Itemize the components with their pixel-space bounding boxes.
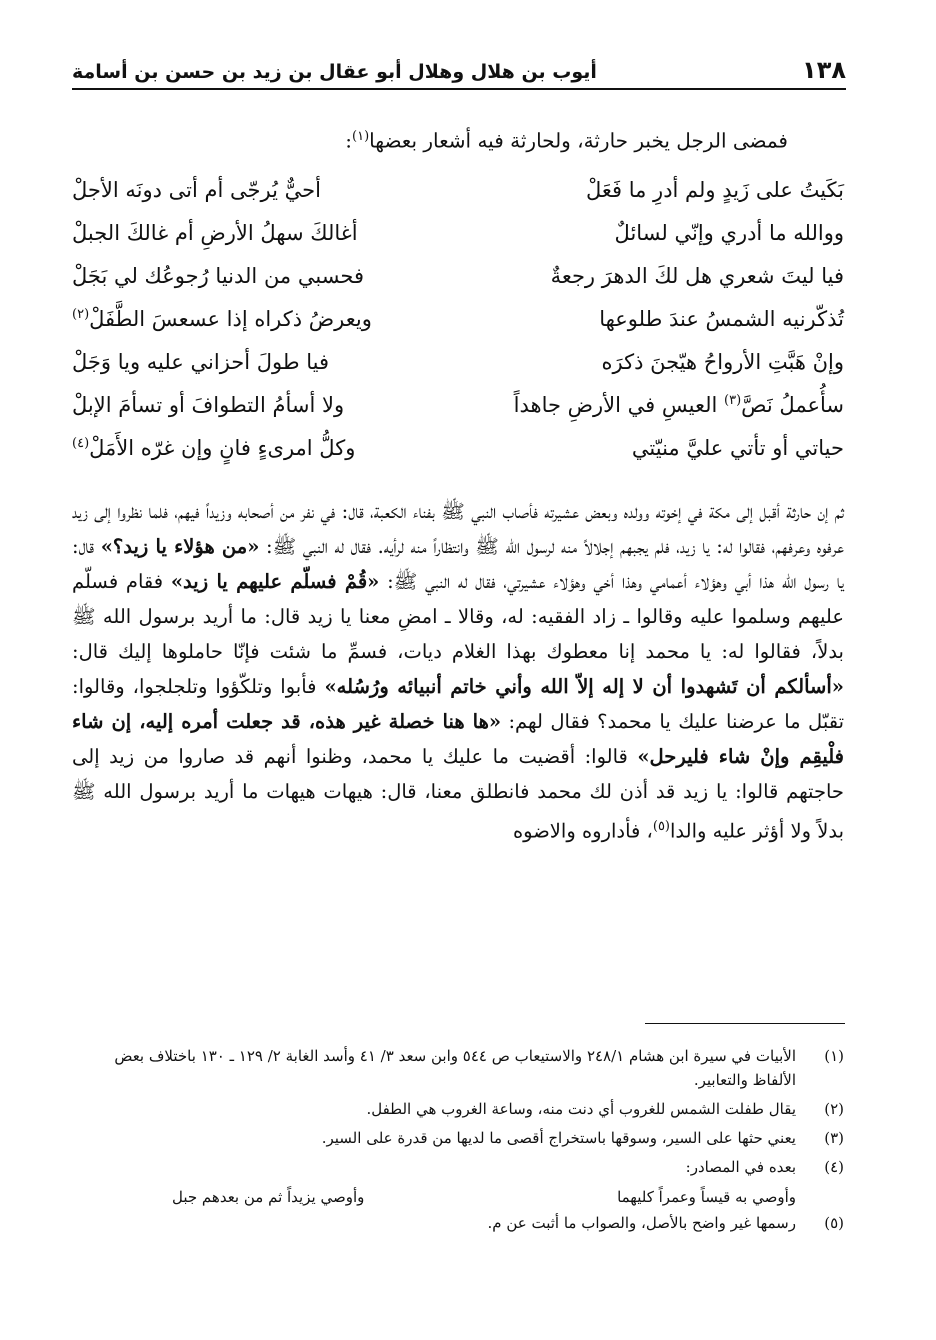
paragraph xyxy=(72,494,844,849)
verse xyxy=(72,254,844,297)
footnote xyxy=(72,1044,844,1092)
footnote-number: (٢) xyxy=(824,1100,844,1118)
verse-second-hemistich: أحيٌّ يُرجّى أم أتى دونَه الأجلْ xyxy=(72,177,321,202)
text-run: قال: يا رسول الله هذا أبي وهؤلاء أعمامي وهذا أخي وهؤلاء عشيرتي، فقال له النبي ﷺ: xyxy=(72,535,844,593)
text-run: فقام فسلّم عليهم وسلموا عليه وقالوا ـ زاد الفقيه: له، وقالا ـ امضِ معنا يا زيد قال: ما أريد برسول الله ﷺ بدلاً، فقالوا له: يا محمد إنا معطوك بهذا الغلام ديات، فسمِّ ما شئت فإنّا حاملوها إليك قال: xyxy=(72,570,844,663)
footnote-text: بعده في المصادر: xyxy=(685,1158,796,1176)
running-title: أيوب بن هلال وهلال أبو عقال بن زيد بن حسن بن أسامة xyxy=(72,61,597,83)
page-header xyxy=(72,50,846,90)
footnote-text: يقال طفلت الشمس للغروب أي دنت منه، وساعة الغروب هي الطفل. xyxy=(366,1100,796,1118)
verse-first-hemistich xyxy=(472,393,844,417)
hemistich-tail: العيسِ في الأرضِ جاهداً xyxy=(513,392,718,417)
verse-second-hemistich: فحسبي من الدنيا رُجوعُك لي بَجَلْ xyxy=(72,263,365,288)
footnote-number: (٥) xyxy=(824,1214,844,1232)
verse-first-hemistich: بَكَيتُ على زَيدٍ ولم أدرِ ما فَعَلْ xyxy=(585,177,844,202)
footnotes xyxy=(72,1044,844,1240)
intro-text: فمضى الرجل يخبر حارثة، ولحارثة فيه أشعار بعضها xyxy=(369,128,788,153)
prophet-quote: «أسألكم أن تَشهدوا أن لا إله إلاّ الله وأني خاتم أنبيائه ورُسُله» xyxy=(324,675,844,698)
footnote-ref: (٢) xyxy=(72,306,90,322)
footnote-text: يعني حثها على السير، وسوقها باستخراج أقصى ما لديها من قدرة على السير. xyxy=(321,1129,796,1147)
poem xyxy=(72,168,844,469)
footnote-number: (٤) xyxy=(824,1158,844,1176)
verse xyxy=(72,426,844,469)
verse-second-hemistich: فيا طولَ أحزاني عليه ويا وَجَلْ xyxy=(72,349,330,374)
footnote-text: الأبيات في سيرة ابن هشام ٢٤٨/١ والاستيعاب ص ٥٤٤ وابن سعد ٣/ ٤١ وأسد الغابة ٢/ ١٢٩ ـ ١٣٠ باختلاف بعض الألفاظ والتعابير. xyxy=(114,1047,796,1089)
footnote xyxy=(72,1211,844,1235)
intro-tail: : xyxy=(345,128,352,153)
hemistich-text: سأُعملُ نَصَّ xyxy=(741,392,844,417)
verse-second-hemistich: ولا أسأمُ التطوافَ أو تسأمَ الإبلْ xyxy=(72,392,345,417)
verse xyxy=(72,383,844,426)
hemistich-text: وكلُّ امرىءٍ فانٍ وإن غرّه الأَمَلْ xyxy=(89,435,356,460)
text-run: فأبوا وتلكّؤوا وتلجلجوا، وقالوا: تقبّل ما عرضنا عليك يا محمد؟ فقال لهم: xyxy=(72,675,844,733)
footnote-divider xyxy=(645,1023,845,1024)
verse xyxy=(72,168,844,211)
footnote-ref: (١) xyxy=(352,129,370,144)
hemistich-text: ويعرضُ ذكراه إذا عسعسَ الطَّفَلْ xyxy=(89,306,372,331)
prophet-quote: «قُمْ فسلّم عليهم يا زيد» xyxy=(170,570,380,593)
footnote xyxy=(72,1126,844,1150)
footnote xyxy=(72,1097,844,1121)
verse-first-hemistich: فيا ليتَ شعري هل لكَ الدهرَ رجعةٌ xyxy=(550,263,844,288)
footnote-verse-second: وأوصي يزيداً ثم من بعدهم جبل xyxy=(172,1188,365,1206)
verse xyxy=(72,211,844,254)
verse-second-hemistich: أغالكَ سهلُ الأرضِ أم غالكَ الجبلْ xyxy=(72,220,358,245)
footnote-ref: (٥) xyxy=(652,819,670,834)
verse-second-hemistich xyxy=(72,307,444,331)
footnote xyxy=(72,1155,844,1179)
footnote-number: (٣) xyxy=(824,1129,844,1147)
footnote-verse-first: وأوصي به قيساً وعمراً كليهما xyxy=(617,1188,796,1206)
verse xyxy=(72,297,844,340)
text-run: قالوا: أقضيت ما عليك يا محمد، وظنوا أنهم قد صاروا من زيد إلى حاجتهم قالوا: يا زيد قد أذن لك محمد فانطلق معنا، قال: هيهات هيهات ما أريد برسول الله ﷺ بدلاً ولا أؤثر عليه والدا xyxy=(72,745,844,843)
main-text xyxy=(72,494,844,849)
page-number: ١٣٨ xyxy=(802,56,846,84)
verse-second-hemistich xyxy=(72,436,444,460)
footnote-number: (١) xyxy=(824,1047,844,1065)
footnote-ref: (٤) xyxy=(72,435,90,451)
text-run: ، فأداروه والاضوه xyxy=(512,819,653,843)
prophet-quote: «ها هنا خصلة غير هذه، قد جعلت أمره إليه، إن شاء فلْيقِم وإنْ شاء فليرحل» xyxy=(72,710,845,768)
footnote-verse xyxy=(72,1185,844,1209)
footnote-ref: (٣) xyxy=(724,392,742,408)
verse xyxy=(72,340,844,383)
verse-first-hemistich: ووالله ما أدري وإنّي لسائلٌ xyxy=(614,220,844,245)
verse-first-hemistich: وإنْ هَبَّتِ الأرواحُ هيّجنَ ذكرَه xyxy=(601,349,844,374)
prophet-quote: «من هؤلاء يا زيد؟» xyxy=(100,535,260,558)
footnote-text: رسمها غير واضح بالأصل، والصواب ما أثبت عن م. xyxy=(487,1214,796,1232)
intro-line xyxy=(80,122,788,156)
verse-first-hemistich: حياتي أو تأتي عليَّ منيّتي xyxy=(631,435,844,460)
text-run: ثم إن حارثة أقبل إلى مكة في إخوته وولده وبعض عشيرته فأصاب النبي ﷺ بفناء الكعبة، قال: في نفر من أصحابه وزيداً فيهم، فلما نظروا إلى زيد عرفوه وعرفهم، فقالوا له: يا زيد، فلم يجبهم إجلالاً منه لرسول الله ﷺ وانتظاراً منه لرأيه. فقال له النبي ﷺ: xyxy=(72,500,844,558)
verse-first-hemistich: تُذكّرنيه الشمسُ عندَ طلوعها xyxy=(599,306,844,331)
